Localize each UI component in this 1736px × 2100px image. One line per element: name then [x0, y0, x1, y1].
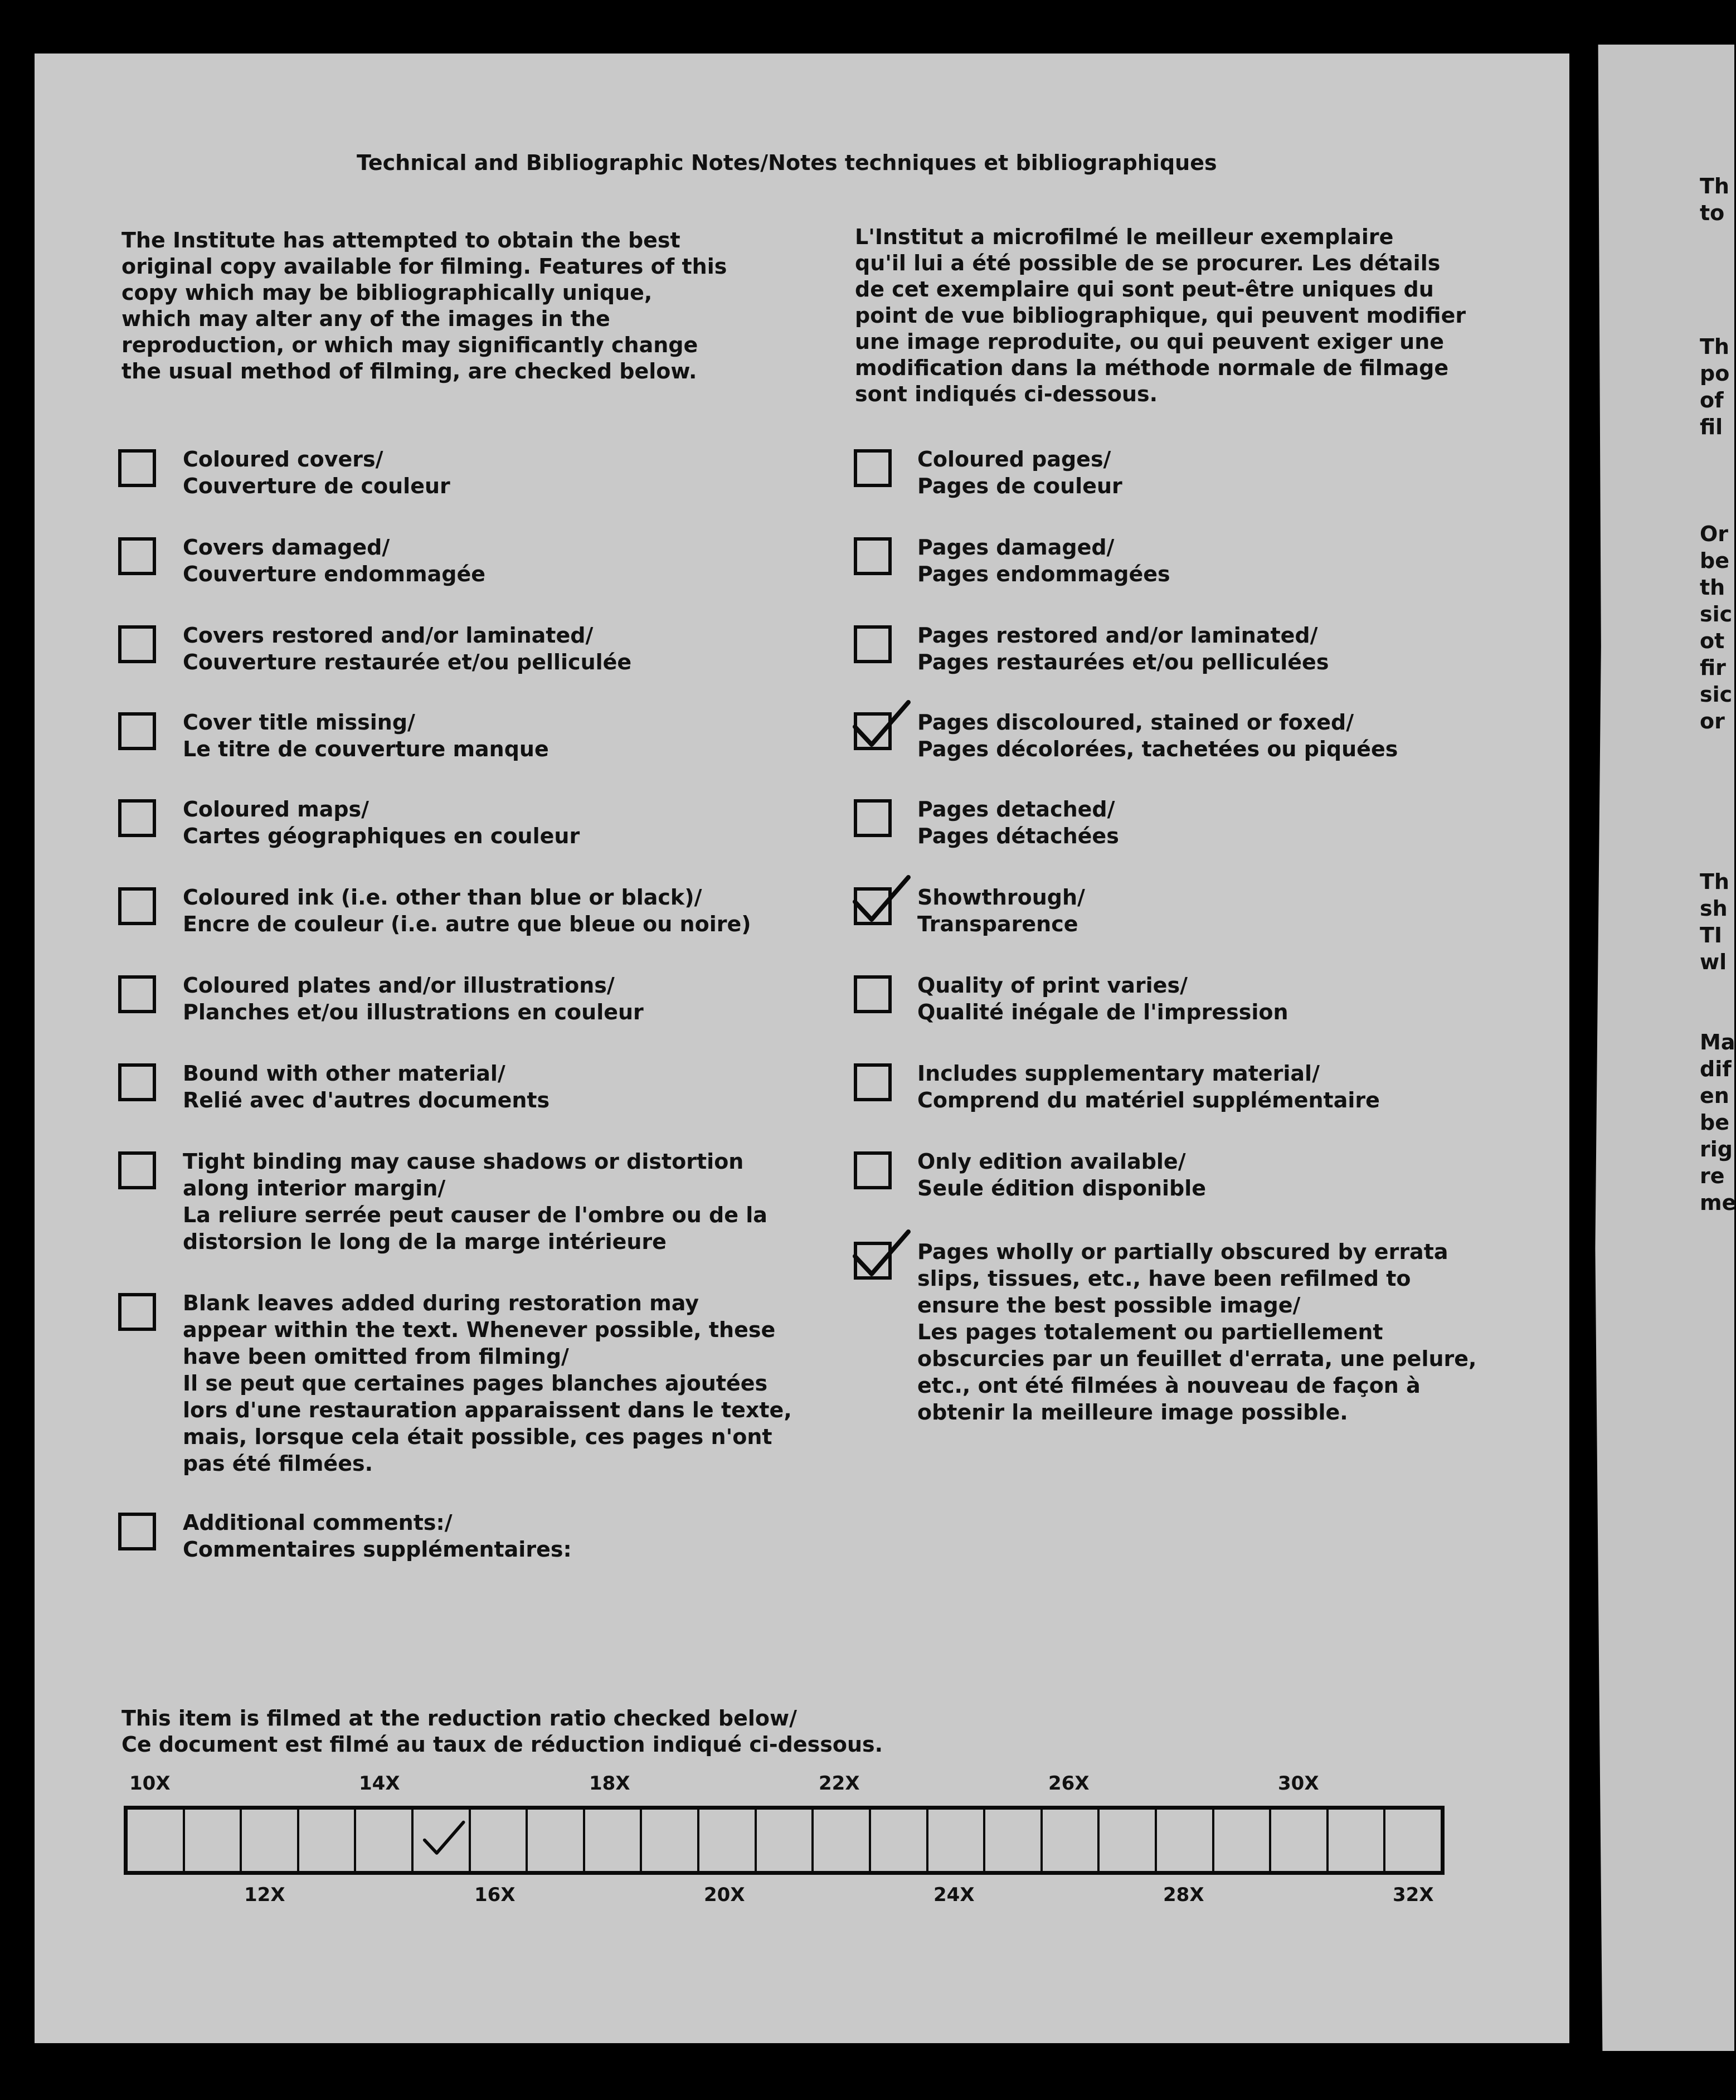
- left-option-label: Coloured ink (i.e. other than blue or black)/ Encre de couleur (i.e. autre que bleue ou noire): [183, 885, 751, 936]
- ratio-cell[interactable]: [414, 1810, 471, 1871]
- left-checkbox-0[interactable]: [118, 449, 156, 487]
- ratio-cell[interactable]: [1214, 1810, 1272, 1871]
- left-checkbox-3[interactable]: [118, 712, 156, 750]
- left-option-label: Coloured maps/ Cartes géographiques en couleur: [183, 797, 580, 848]
- right-option-label: Pages restored and/or laminated/ Pages restaurées et/ou pelliculées: [917, 623, 1329, 674]
- ratio-cell[interactable]: [928, 1810, 986, 1871]
- left-option-label: Cover title missing/ Le titre de couverture manque: [183, 710, 549, 761]
- right-checkbox-2[interactable]: [854, 625, 892, 663]
- right-option-label: Pages wholly or partially obscured by errata slips, tissues, etc., have been refilmed to ensure the best possible image/ Les pages totalement ou partiellement obscurcies par un feuillet d'errata, une pelure, etc., ont été filmées à nouveau de façon à obtenir la meilleure image possible.: [917, 1239, 1477, 1425]
- ratio-label: 28X: [1163, 1884, 1204, 1906]
- ratio-cell[interactable]: [471, 1810, 528, 1871]
- ratio-cell[interactable]: [985, 1810, 1043, 1871]
- ratio-label: 10X: [129, 1772, 171, 1795]
- left-checkbox-1[interactable]: [118, 537, 156, 575]
- left-option-label: Blank leaves added during restoration may appear within the text. Whenever possible, these have been omitted from filming/ Il se peut que certaines pages blanches ajoutées lors d'une restauration apparaissent dans le texte, mais, lorsque cela était possible, ces pages n'ont pas été filmées.: [183, 1291, 792, 1476]
- ratio-label: 18X: [589, 1772, 630, 1795]
- adjacent-page-text: Th to Th po of fil Or be th sic ot fir sic or Th sh TI wl Ma dif en be rig re me: [1700, 174, 1736, 1215]
- left-option-label: Tight binding may cause shadows or distortion along interior margin/ La reliure serrée peut causer de l'ombre ou de la distorsion le long de la marge intérieure: [183, 1149, 767, 1254]
- ratio-cell[interactable]: [1271, 1810, 1329, 1871]
- left-option-label: Covers damaged/ Couverture endommagée: [183, 535, 486, 586]
- right-checkbox-0[interactable]: [854, 449, 892, 487]
- right-option-label: Pages discoloured, stained or foxed/ Pages décolorées, tachetées ou piquées: [917, 710, 1398, 761]
- checkmark-icon: [850, 874, 912, 924]
- left-option-label: Coloured plates and/or illustrations/ Planches et/ou illustrations en couleur: [183, 973, 644, 1024]
- right-option-label: Includes supplementary material/ Comprend du matériel supplémentaire: [917, 1061, 1380, 1112]
- left-option-label: Additional comments:/ Commentaires supplémentaires:: [183, 1510, 572, 1562]
- ratio-label: 26X: [1048, 1772, 1090, 1795]
- right-option-label: Pages damaged/ Pages endommagées: [917, 535, 1170, 586]
- checkmark-icon: [850, 699, 912, 749]
- right-option-label: Showthrough/ Transparence: [917, 885, 1085, 936]
- ratio-cell[interactable]: [1043, 1810, 1100, 1871]
- ratio-label: 22X: [819, 1772, 860, 1795]
- ratio-label: 20X: [704, 1884, 745, 1906]
- left-checkbox-7[interactable]: [118, 1063, 156, 1101]
- intro-english: The Institute has attempted to obtain the best original copy available for filming. Features of this copy which may be bibliographically unique, which may alter any of the images in the reproduction, or which may significantly change the usual method of filming, are checked below.: [121, 228, 727, 383]
- ratio-label: 14X: [359, 1772, 400, 1795]
- ratio-cell[interactable]: [1329, 1810, 1386, 1871]
- left-option-label: Coloured covers/ Couverture de couleur: [183, 447, 450, 498]
- right-checkbox-7[interactable]: [854, 1063, 892, 1101]
- left-checkbox-2[interactable]: [118, 625, 156, 663]
- intro-french: L'Institut a microfilmé le meilleur exemplaire qu'il lui a été possible de se procurer. Les détails de cet exemplaire qui sont peut-être uniques du point de vue bibliographique, qui peuvent modifier une image reproduite, ou qui peuvent exiger une modification dans la méthode normale de filmage sont indiqués ci-dessous.: [855, 225, 1466, 406]
- ratio-cell[interactable]: [699, 1810, 757, 1871]
- ratio-cell[interactable]: [185, 1810, 242, 1871]
- left-option-label: Bound with other material/ Relié avec d'autres documents: [183, 1061, 550, 1112]
- ratio-cell[interactable]: [1385, 1810, 1441, 1871]
- ratio-cell[interactable]: [814, 1810, 871, 1871]
- ratio-cell[interactable]: [1157, 1810, 1214, 1871]
- right-option-label: Quality of print varies/ Qualité inégale de l'impression: [917, 973, 1288, 1024]
- right-option-label: Coloured pages/ Pages de couleur: [917, 447, 1122, 498]
- left-checkbox-5[interactable]: [118, 887, 156, 925]
- left-option-label: Covers restored and/or laminated/ Couverture restaurée et/ou pelliculée: [183, 623, 632, 674]
- right-checkbox-4[interactable]: [854, 799, 892, 837]
- left-checkbox-4[interactable]: [118, 799, 156, 837]
- ratio-label: 16X: [474, 1884, 516, 1906]
- ratio-label: 30X: [1278, 1772, 1319, 1795]
- page-title: Technical and Bibliographic Notes/Notes techniques et bibliographiques: [357, 150, 1217, 175]
- right-option-label: Pages detached/ Pages détachées: [917, 797, 1119, 848]
- checkmark-icon: [421, 1813, 466, 1865]
- right-checkbox-1[interactable]: [854, 537, 892, 575]
- left-checkbox-6[interactable]: [118, 975, 156, 1013]
- ratio-cell[interactable]: [528, 1810, 585, 1871]
- ratio-label: 32X: [1393, 1884, 1434, 1906]
- ratio-cell[interactable]: [299, 1810, 357, 1871]
- right-option-label: Only edition available/ Seule édition disponible: [917, 1149, 1207, 1200]
- ratio-cell[interactable]: [1100, 1810, 1157, 1871]
- ratio-cell[interactable]: [356, 1810, 414, 1871]
- ratio-label: 12X: [244, 1884, 285, 1906]
- reduction-ratio-bar: [124, 1806, 1445, 1875]
- ratio-cell[interactable]: [128, 1810, 185, 1871]
- checkmark-icon: [850, 1228, 912, 1279]
- left-checkbox-9[interactable]: [118, 1293, 156, 1331]
- ratio-cell[interactable]: [642, 1810, 699, 1871]
- ratio-cell[interactable]: [871, 1810, 928, 1871]
- ratio-label: 24X: [933, 1884, 975, 1906]
- reduction-ratio-heading: This item is filmed at the reduction ratio checked below/ Ce document est filmé au taux de réduction indiqué ci-dessous.: [121, 1706, 883, 1757]
- ratio-cell[interactable]: [757, 1810, 814, 1871]
- left-checkbox-10[interactable]: [118, 1513, 156, 1550]
- right-checkbox-8[interactable]: [854, 1151, 892, 1189]
- left-checkbox-8[interactable]: [118, 1151, 156, 1189]
- ratio-cell[interactable]: [585, 1810, 643, 1871]
- right-checkbox-6[interactable]: [854, 975, 892, 1013]
- ratio-cell[interactable]: [242, 1810, 299, 1871]
